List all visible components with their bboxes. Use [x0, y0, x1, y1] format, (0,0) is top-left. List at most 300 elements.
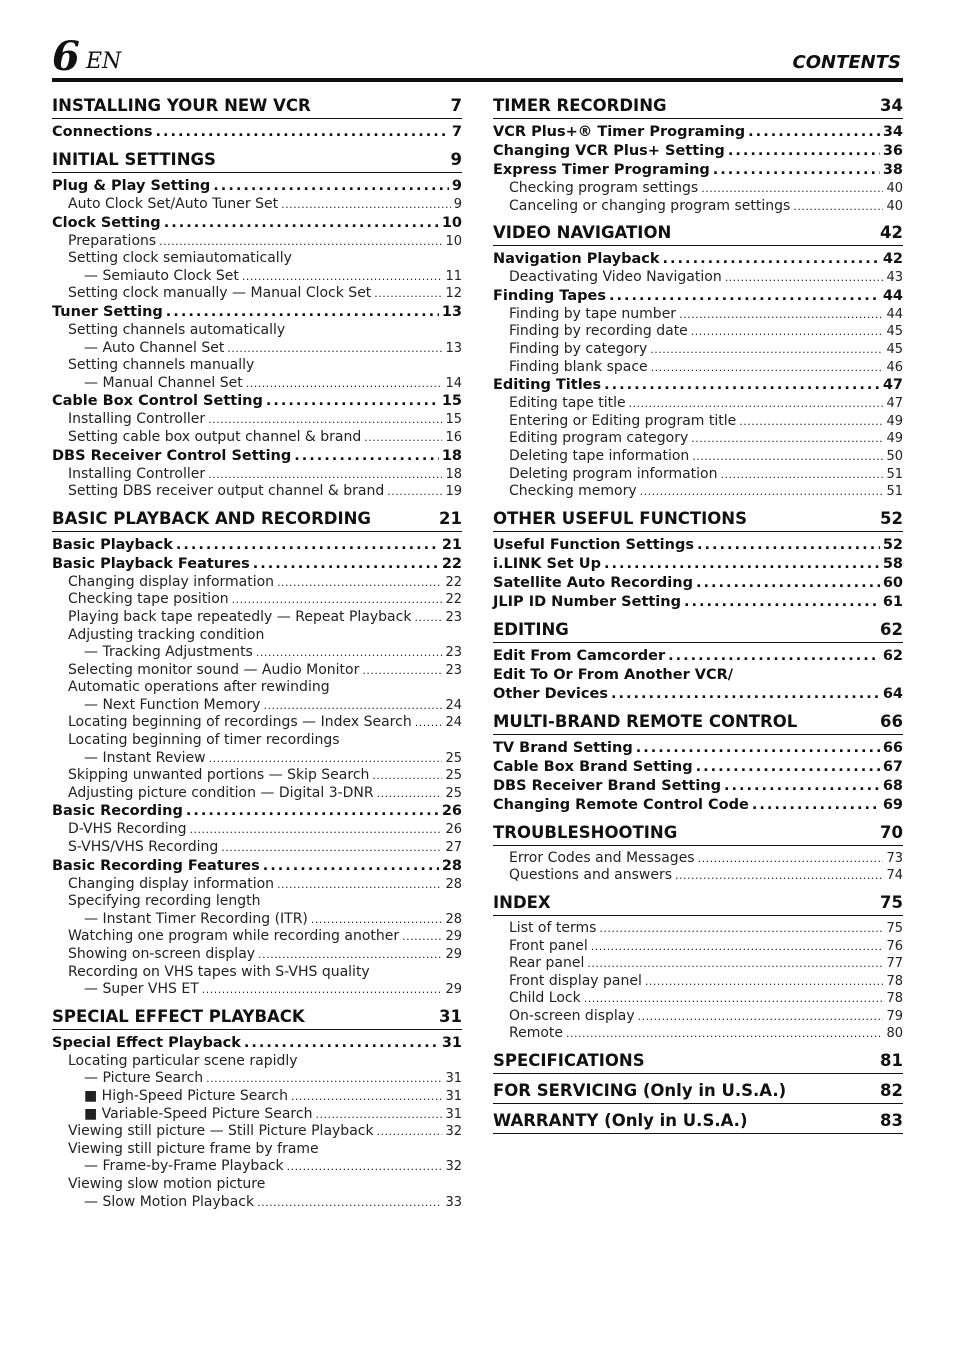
dot-leader [638, 1008, 884, 1026]
entry-page-number: 47 [886, 396, 903, 412]
entry-title: Other Devices [493, 685, 608, 702]
entry-page-number: 43 [886, 270, 903, 286]
entry-page-number: 31 [445, 1106, 462, 1122]
dot-leader [697, 536, 880, 555]
entry-title: Editing program category [509, 430, 689, 447]
section-page-number: 34 [880, 96, 903, 115]
entry-title: Skipping unwanted portions — Skip Search [68, 767, 370, 784]
entry-title: Connections [52, 124, 153, 140]
dot-leader [696, 758, 880, 777]
page-header [52, 33, 903, 82]
entry-page-number: 79 [886, 1008, 903, 1024]
toc-subentry [52, 233, 462, 251]
toc-subentry [493, 850, 903, 868]
entry-title: Basic Recording Features [52, 857, 260, 874]
entry-page-number: 44 [882, 287, 903, 304]
dot-leader [611, 685, 880, 704]
toc-subentry [52, 1070, 462, 1088]
entry-title: — Auto Channel Set [84, 339, 225, 356]
dot-leader [650, 341, 883, 359]
toc-subentry [52, 429, 462, 447]
page-title: CONTENTS [792, 52, 901, 73]
dot-leader [263, 857, 439, 876]
toc-subentry [493, 306, 903, 324]
entry-title: Installing Controller [68, 411, 206, 428]
dot-leader [793, 198, 883, 216]
entry-page-number: 44 [886, 306, 903, 322]
toc-subentry [52, 1123, 462, 1141]
entry-page-number: 62 [882, 647, 903, 664]
dot-leader [291, 1088, 443, 1106]
dot-leader [176, 536, 439, 555]
entry-page-number: 23 [445, 662, 462, 678]
entry-title: Plug & Play Setting [52, 178, 211, 194]
section-title: BASIC PLAYBACK AND RECORDING [52, 508, 371, 528]
entry-title: Setting clock manually — Manual Clock Set [68, 285, 372, 302]
dot-leader [256, 644, 443, 662]
dot-leader [691, 430, 883, 448]
entry-title: — Manual Channel Set [84, 374, 243, 391]
dot-leader [257, 1194, 442, 1212]
entry-title: Editing tape title [509, 395, 626, 412]
entry-title: D-VHS Recording [68, 821, 187, 838]
entry-page-number: 68 [882, 777, 903, 794]
entry-title: — Tracking Adjustments [84, 644, 253, 661]
entry-page-number: 29 [445, 947, 462, 962]
entry-page-number: 50 [886, 448, 903, 464]
toc-subentry [52, 411, 462, 429]
dot-leader [725, 269, 884, 287]
entry-page-number: 23 [445, 609, 462, 625]
dot-leader [281, 196, 451, 214]
toc-entry-label: Automatic operations after rewinding [68, 679, 330, 696]
toc-section-heading [493, 710, 903, 735]
entry-page-number: 14 [445, 375, 462, 391]
toc-subentry [52, 285, 462, 303]
entry-page-number: 40 [886, 181, 903, 196]
dot-leader [208, 411, 442, 429]
entry-title: Front panel [509, 937, 588, 954]
toc-entry [52, 555, 462, 574]
section-title: SPECIFICATIONS [493, 1051, 645, 1071]
entry-title: JLIP ID Number Setting [493, 593, 681, 610]
entry-page-number: 74 [886, 868, 903, 884]
dot-leader [166, 303, 439, 322]
entry-page-number: 10 [445, 233, 462, 249]
entry-title: — Next Function Memory [84, 696, 261, 713]
entry-title: Questions and answers [509, 867, 673, 884]
entry-page-number: 45 [886, 324, 903, 340]
section-page-number: 62 [880, 619, 903, 639]
toc-entry [493, 287, 903, 306]
entry-page-number: 66 [882, 739, 903, 756]
entry-title: Satellite Auto Recording [493, 574, 693, 591]
entry-title: ■ High-Speed Picture Search [84, 1087, 288, 1104]
dot-leader [156, 123, 449, 142]
toc-section-heading [493, 1079, 903, 1104]
toc-subentry [52, 911, 462, 929]
entry-title: Remote [509, 1025, 564, 1042]
entry-page-number: 80 [886, 1026, 903, 1042]
toc-subentry [493, 395, 903, 413]
entry-title: DBS Receiver Control Setting [52, 447, 292, 464]
entry-title: Installing Controller [68, 465, 206, 482]
section-title: EDITING [493, 619, 569, 639]
entry-title: TV Brand Setting [493, 739, 633, 756]
dot-leader [246, 375, 443, 393]
dot-leader [701, 180, 883, 198]
entry-page-number: 28 [445, 876, 462, 892]
dot-leader [663, 250, 880, 269]
toc-subentry [493, 413, 903, 431]
section-title: OTHER USEFUL FUNCTIONS [493, 508, 747, 528]
section-page-number: 42 [880, 223, 903, 243]
entry-title: Adjusting picture condition — Digital 3-DNR [68, 784, 374, 801]
dot-leader [609, 287, 880, 306]
entry-page-number: 13 [441, 303, 462, 320]
toc-subentry [52, 839, 462, 857]
entry-page-number: 10 [441, 214, 462, 231]
toc-entry-label: Edit To Or From Another VCR/ [493, 666, 734, 683]
entry-page-number: 38 [882, 162, 903, 178]
toc-subentry [52, 644, 462, 662]
dot-leader [698, 850, 884, 868]
entry-title: Changing display information [68, 573, 275, 590]
entry-title: Cable Box Control Setting [52, 393, 263, 410]
dot-leader [232, 591, 443, 609]
section-title: INITIAL SETTINGS [52, 150, 216, 169]
toc-section-heading [52, 1005, 462, 1030]
dot-leader [258, 946, 442, 964]
dot-leader [629, 395, 884, 413]
toc-entry [493, 161, 903, 180]
toc-entry [52, 857, 462, 876]
entry-page-number: 9 [453, 197, 462, 212]
dot-leader [189, 821, 442, 839]
entry-page-number: 28 [441, 857, 462, 874]
toc-subentry [52, 697, 462, 715]
dot-leader [604, 376, 880, 395]
entry-page-number: 49 [886, 431, 903, 447]
entry-title: Edit From Camcorder [493, 647, 666, 664]
entry-title: Tuner Setting [52, 303, 163, 320]
entry-page-number: 36 [882, 143, 903, 159]
section-page-number: 9 [450, 150, 462, 169]
toc-section-heading [52, 94, 462, 119]
entry-page-number: 69 [882, 796, 903, 813]
dot-leader [684, 593, 880, 612]
dot-leader [202, 981, 443, 999]
toc-entry [493, 739, 903, 758]
entry-page-number: 76 [886, 938, 903, 954]
entry-title: i.LINK Set Up [493, 555, 601, 572]
dot-leader [414, 609, 442, 627]
dot-leader [209, 750, 443, 768]
section-page-number: 66 [880, 711, 903, 731]
entry-page-number: 31 [441, 1034, 462, 1051]
dot-leader [591, 938, 884, 956]
entry-title: Finding blank space [509, 358, 648, 375]
toc-subentry [493, 430, 903, 448]
toc-subentry [493, 448, 903, 466]
entry-page-number: 67 [882, 758, 903, 775]
toc-subentry [52, 767, 462, 785]
section-page-number: 31 [439, 1006, 462, 1026]
dot-leader [362, 662, 442, 680]
entry-title: Basic Playback Features [52, 555, 250, 572]
dot-leader [164, 214, 439, 233]
section-title: WARRANTY (Only in U.S.A.) [493, 1111, 748, 1131]
section-title: SPECIAL EFFECT PLAYBACK [52, 1006, 305, 1026]
dot-leader [691, 323, 884, 341]
section-page-number: 52 [880, 508, 903, 528]
toc-subentry [493, 1025, 903, 1043]
dot-leader [636, 739, 880, 758]
toc-subentry [52, 714, 462, 732]
entry-title: — Instant Timer Recording (ITR) [84, 910, 308, 927]
section-title: INDEX [493, 892, 551, 912]
dot-leader [244, 1034, 439, 1053]
section-page-number: 21 [439, 508, 462, 528]
toc-subentry [52, 821, 462, 839]
dot-leader [599, 920, 883, 938]
toc-entry [52, 1034, 462, 1053]
entry-title: Checking program settings [509, 180, 699, 196]
toc-subentry [52, 1158, 462, 1176]
toc-entry [493, 796, 903, 815]
toc-entry [52, 802, 462, 821]
dot-leader [640, 483, 884, 501]
toc-entry [52, 536, 462, 555]
toc-entry [52, 123, 462, 142]
dot-leader [364, 429, 442, 447]
dot-leader [372, 767, 442, 785]
entry-page-number: 12 [445, 286, 462, 302]
dot-leader [645, 973, 884, 991]
section-page-number: 82 [880, 1081, 903, 1101]
entry-page-number: 22 [445, 592, 462, 608]
entry-title: Child Lock [509, 990, 581, 1007]
dot-leader [415, 714, 443, 732]
toc-subentry [493, 920, 903, 938]
entry-title: Deleting program information [509, 465, 718, 482]
toc-subentry [52, 1194, 462, 1212]
entry-page-number: 18 [441, 447, 462, 464]
dot-leader [584, 990, 884, 1008]
entry-title: VCR Plus+® Timer Programing [493, 124, 746, 140]
section-title: MULTI-BRAND REMOTE CONTROL [493, 711, 798, 731]
entry-title: Basic Playback [52, 536, 173, 553]
entry-page-number: 24 [445, 697, 462, 713]
dot-leader [277, 876, 442, 894]
toc-entry-label: Viewing slow motion picture [68, 1175, 266, 1192]
entry-page-number: 32 [445, 1159, 462, 1175]
entry-page-number: 29 [445, 982, 462, 998]
dot-leader [315, 1106, 442, 1124]
toc-entry [493, 555, 903, 574]
toc-section-heading [493, 507, 903, 532]
entry-page-number: 18 [445, 466, 462, 482]
toc-entry-label: Locating beginning of timer recordings [68, 732, 340, 749]
entry-page-number: 77 [886, 956, 903, 972]
toc-entry-label: Setting channels automatically [68, 321, 286, 338]
entry-page-number: 31 [445, 1088, 462, 1104]
toc-section-heading [493, 94, 903, 119]
section-page-number: 70 [880, 822, 903, 842]
section-title: TIMER RECORDING [493, 96, 667, 115]
entry-page-number: 73 [886, 850, 903, 866]
entry-page-number: 13 [445, 340, 462, 356]
entry-page-number: 60 [882, 574, 903, 591]
entry-title: Navigation Playback [493, 251, 660, 268]
toc-subentry [493, 323, 903, 341]
toc-subentry [52, 946, 462, 964]
entry-title: Finding by category [509, 340, 648, 357]
section-title: INSTALLING YOUR NEW VCR [52, 96, 311, 115]
toc-subentry [52, 928, 462, 946]
toc-entry-label: Setting clock semiautomatically [68, 250, 292, 267]
dot-leader [377, 785, 443, 803]
dot-leader [253, 555, 439, 574]
toc-subentry [493, 938, 903, 956]
entry-title: — Semiauto Clock Set [84, 267, 239, 284]
entry-title: Locating beginning of recordings — Index Search [68, 714, 412, 731]
entry-title: Setting DBS receiver output channel & brand [68, 483, 385, 500]
entry-page-number: 11 [445, 268, 462, 284]
entry-title: — Picture Search [84, 1070, 204, 1087]
entry-title: Cable Box Brand Setting [493, 758, 693, 775]
entry-page-number: 31 [445, 1071, 462, 1087]
toc-entry [493, 777, 903, 796]
entry-page-number: 15 [441, 393, 462, 410]
dot-leader [696, 574, 880, 593]
entry-title: S-VHS/VHS Recording [68, 839, 219, 856]
entry-page-number: 33 [445, 1194, 462, 1210]
dot-leader [748, 123, 880, 142]
entry-title: Express Timer Programing [493, 162, 710, 178]
entry-page-number: 26 [445, 822, 462, 838]
toc-entry-label: Recording on VHS tapes with S-VHS quality [68, 963, 370, 980]
dot-leader [266, 392, 439, 411]
dot-leader [679, 306, 883, 324]
dot-leader [739, 413, 883, 431]
entry-page-number: 46 [886, 359, 903, 375]
entry-title: Canceling or changing program settings [509, 197, 791, 214]
entry-page-number: 25 [445, 750, 462, 766]
dot-leader [752, 796, 880, 815]
entry-title: — Slow Motion Playback [84, 1193, 255, 1210]
toc-subentry [52, 876, 462, 894]
dot-leader [242, 268, 443, 286]
toc-subentry [493, 269, 903, 287]
toc-entry [52, 177, 462, 196]
dot-leader [213, 177, 449, 196]
toc-section-heading [493, 221, 903, 246]
toc-subentry [493, 973, 903, 991]
entry-title: Error Codes and Messages [509, 849, 695, 866]
toc-subentry [52, 268, 462, 286]
toc-right-column [493, 94, 903, 1138]
dot-leader [159, 233, 442, 251]
toc-subentry [493, 466, 903, 484]
toc-entry-label: Adjusting tracking condition [68, 626, 265, 643]
entry-title: Selecting monitor sound — Audio Monitor [68, 661, 360, 678]
dot-leader [277, 574, 442, 592]
entry-page-number: 34 [882, 124, 903, 140]
entry-title: Deleting tape information [509, 447, 690, 464]
entry-page-number: 78 [886, 973, 903, 989]
toc-entry [493, 574, 903, 593]
dot-leader [311, 911, 443, 929]
entry-title: Changing VCR Plus+ Setting [493, 143, 725, 159]
toc-subentry [493, 341, 903, 359]
entry-title: Clock Setting [52, 214, 161, 231]
toc-entry [493, 376, 903, 395]
section-page-number: 7 [450, 96, 462, 115]
entry-page-number: 15 [445, 412, 462, 428]
toc-entry [52, 392, 462, 411]
dot-leader [604, 555, 880, 574]
section-title: TROUBLESHOOTING [493, 822, 678, 842]
toc-subentry [52, 591, 462, 609]
entry-title: Changing Remote Control Code [493, 796, 749, 813]
entry-title: Useful Function Settings [493, 536, 694, 553]
toc-subentry [52, 466, 462, 484]
entry-title: Preparations [68, 232, 157, 249]
entry-title: ■ Variable-Speed Picture Search [84, 1105, 313, 1122]
dot-leader [402, 928, 442, 946]
toc-entry-label: Viewing still picture frame by frame [68, 1140, 319, 1157]
entry-page-number: 26 [441, 803, 462, 820]
entry-title: Finding Tapes [493, 287, 606, 304]
entry-page-number: 27 [445, 840, 462, 856]
toc-subentry [493, 990, 903, 1008]
dot-leader [186, 802, 439, 821]
entry-page-number: 47 [882, 377, 903, 394]
entry-title: Viewing still picture — Still Picture Playback [68, 1123, 374, 1140]
entry-page-number: 52 [882, 536, 903, 553]
entry-page-number: 64 [882, 685, 903, 702]
entry-page-number: 28 [445, 911, 462, 927]
entry-page-number: 9 [451, 178, 462, 194]
entry-title: Entering or Editing program title [509, 412, 737, 429]
entry-page-number: 75 [886, 920, 903, 936]
dot-leader [721, 466, 884, 484]
toc-subentry [493, 867, 903, 885]
dot-leader [566, 1025, 883, 1043]
toc-entry [52, 214, 462, 233]
dot-leader [728, 142, 880, 161]
entry-page-number: 19 [445, 484, 462, 500]
entry-page-number: 25 [445, 785, 462, 801]
entry-page-number: 25 [445, 768, 462, 784]
entry-title: Basic Recording [52, 803, 183, 820]
entry-title: Playing back tape repeatedly — Repeat Playback [68, 608, 412, 625]
toc-subentry [52, 375, 462, 393]
toc-subentry [493, 198, 903, 216]
toc-entry-label: Setting channels manually [68, 357, 255, 374]
entry-page-number: 29 [445, 929, 462, 945]
entry-title: Special Effect Playback [52, 1034, 241, 1051]
toc-entry [493, 142, 903, 161]
toc-subentry [52, 981, 462, 999]
dot-leader [587, 955, 883, 973]
entry-page-number: 23 [445, 645, 462, 661]
toc-subentry [52, 609, 462, 627]
toc-subentry [493, 955, 903, 973]
entry-page-number: 58 [882, 555, 903, 572]
toc-entry [493, 593, 903, 612]
